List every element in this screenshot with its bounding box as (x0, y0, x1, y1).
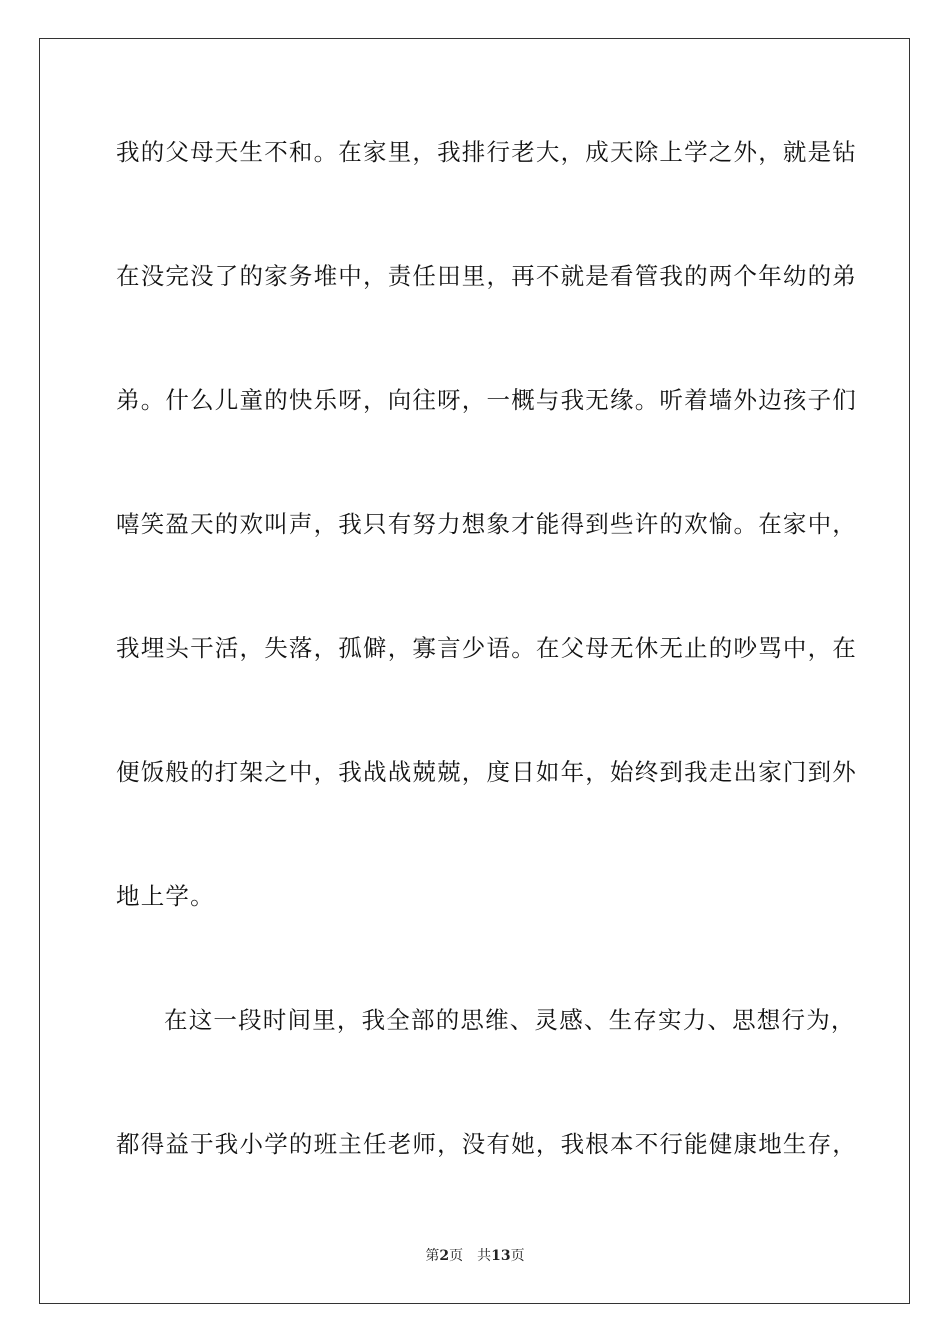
paragraph-2-first-line: 在这一段时间里，我全部的思维、灵感、生存实力、思想行为， (164, 1006, 856, 1034)
total-prefix: 共 (477, 1248, 492, 1264)
body-text-line-2: 在没完没了的家务堆中，责任田里，再不就是看管我的两个年幼的弟 (116, 262, 857, 290)
page-footer (0, 1246, 950, 1266)
total-pages: 13 (491, 1248, 511, 1264)
body-text-line-3: 弟。什么儿童的快乐呀，向往呀，一概与我无缘。听着墙外边孩子们 (116, 386, 857, 414)
body-text-line-1: 我的父母天生不和。在家里，我排行老大，成天除上学之外，就是钻 (116, 138, 857, 166)
body-text-line-7: 地上学。 (116, 882, 215, 910)
page-border (39, 38, 910, 1304)
body-text-line-4: 嘻笑盈天的欢叫声，我只有努力想象才能得到些许的欢愉。在家中， (116, 510, 857, 538)
page-prefix: 第 (425, 1248, 440, 1264)
total-suffix: 页 (510, 1248, 525, 1264)
body-text-line-9: 都得益于我小学的班主任老师，没有她，我根本不行能健康地生存， (116, 1130, 857, 1158)
body-text-line-6: 便饭般的打架之中，我战战兢兢，度日如年，始终到我走出家门到外 (116, 758, 857, 786)
body-text-line-5: 我埋头干活，失落，孤僻，寡言少语。在父母无休无止的吵骂中，在 (116, 634, 857, 662)
page-number: 2 (439, 1248, 450, 1264)
page-suffix: 页 (449, 1248, 464, 1264)
